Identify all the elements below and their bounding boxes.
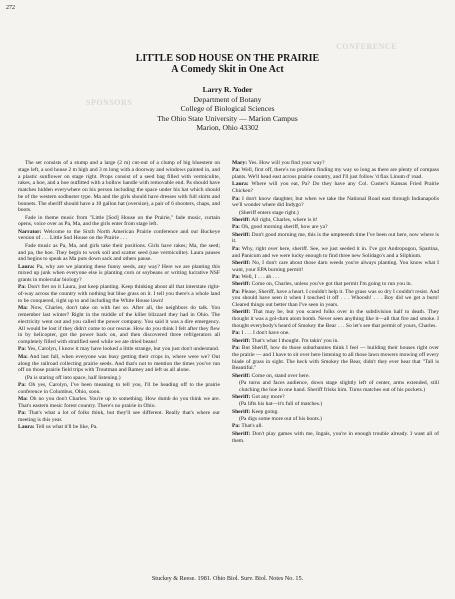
speaker-name: Sheriff: (232, 408, 251, 415)
line-text: I don't know daughter, but when we take the National Road east through Indianapolis we'll wonder where did Indygo? (232, 195, 440, 209)
speaker-name: Sheriff: (232, 309, 251, 316)
dialogue-line (18, 424, 220, 431)
line-text: Come on, stand over here. (251, 372, 310, 379)
dialogue-line (232, 224, 439, 231)
speaker-name: Pa: (18, 284, 27, 291)
dialogue-line (18, 410, 220, 424)
speaker-name: Pa: (232, 167, 241, 174)
line-text: Pa, why are we planting these funny seeds, any way? Here we are planting this mixed up junk when everyone else is planting corn or soybeans or writing lucrative NSF grants in molecular biology? (18, 263, 221, 284)
line-text: (Pa lifts his hat—it's full of matches.) (239, 401, 323, 408)
dialogue-line (18, 305, 220, 346)
author-name: Larry R. Yoder (202, 85, 253, 94)
article-title: LITTLE SOD HOUSE ON THE PRAIRIE (135, 53, 320, 64)
line-text: But Sheriff, how do those suburbanites think I feel — building their houses right over the prairie — and I have to sit over here listening to all those lawn mowers mowing off every blade of grass in sight. The heck with Smokey the Bear, didn't they ever hear that "Tall is Beautiful." (232, 345, 439, 372)
line-text: That may be, but you scared folks over in the subdivision half to death. They thought it was a gol-durn atom bomb. Never seen anything like it—all that fire and smoke. I thought everybody's heard of Smokey the Bear . . . So let's see that permit of yours, Charles. (232, 309, 439, 329)
line-text: Welcome to the Sixth North American Prairie conference and our Buckeye version of . . . Little Sod House on the Prairie . . . (18, 228, 220, 242)
dialogue-line (18, 229, 220, 243)
speaker-name: Pa: (232, 273, 241, 280)
speaker-name: Laura: (18, 424, 35, 431)
line-text: Keep going. (251, 408, 279, 415)
speaker-name: Sheriff: (232, 337, 251, 344)
line-text: Yes, Carolyn, I know it may have looked a little strange, but you just don't understand. (27, 346, 220, 353)
speaker-name: Mary: (232, 160, 248, 166)
speaker-name: Sheriff: (232, 430, 251, 437)
speaker-name: Pa: (18, 381, 27, 388)
line-text: Tell us what it'll be like, Pa. (35, 424, 98, 431)
speaker-name: Narrator: (18, 228, 42, 235)
line-text: That's what I thought. I'm takin' you in. (251, 337, 339, 344)
bleed-through-text-right: CONFERENCE (336, 42, 398, 51)
speaker-name: Sheriff: (232, 372, 251, 379)
dialogue-line (232, 181, 439, 195)
speaker-name: Ma: (18, 305, 28, 312)
line-text: Please, Sheriff, have a heart. I couldn't help it. The grass was so dry I couldn't resist. And you should have seen it when I touched it off . . . Whoosh! . . . Boy did we get a burn! Cleared things out better than I've seen in years. (232, 288, 440, 309)
author-block (0, 85, 455, 133)
author-university: The Ohio State University — Marion Campus (157, 113, 298, 123)
line-text: No, I don't care about those darn weeds you're always planting. You know what I want, your EPA burning permit! (232, 259, 440, 273)
bleed-through-text-left: SPONSORS (86, 98, 133, 107)
line-text: (Pa turns and faces audience, down stage slightly left of center, arms extended, still clutching the hoe in one hand. Sheriff frisks him. Turns matches out of his pockets.) (239, 379, 439, 393)
dialogue-line (232, 289, 439, 309)
speaker-name: Sheriff: (232, 281, 251, 288)
speaker-name: Pa: (232, 330, 241, 337)
dialogue-line (232, 345, 439, 372)
line-text: Fade in theme music from "Little [Sod] House on the Prairie," fade music, curtain opens, voice over as Pa, Ma, and the girls enter from stage left. (18, 214, 220, 228)
speaker-name: Sheriff: (232, 259, 251, 266)
dialogue-line (232, 394, 439, 401)
line-text: Why, right over here, sheriff. See, we just seeded it in. I've got Andropogon, Spartina, and Panicum and we were lucky enough to find three new Solidago's and a Silphium. (232, 245, 439, 259)
speaker-name: Pa: (232, 288, 241, 295)
dialogue-line (232, 338, 439, 345)
speaker-name: Ma: (18, 396, 28, 403)
line-text: Fade music as Pa, Ma, and girls take their positions. Girls have rakes; Ma, the seed; and pa, the hoe. They begin to work soil and scatter seed (use vermiculite). Laura pauses and begins to speak as Ma puts down sack and others pause. (18, 242, 220, 263)
dialogue-line (232, 409, 439, 416)
dialogue-line (232, 196, 439, 210)
speaker-name: Pa: (232, 224, 241, 231)
speaker-name: Pa: (232, 423, 241, 430)
line-text: Don't good morning me, this is the umpteenth time I've been out here, now where is it. (232, 231, 440, 245)
left-text-column (18, 160, 220, 432)
line-text: Come on, Charles, unless you've got that permit I'm going to run you in. (251, 281, 412, 288)
line-text: Yes. How will you find your way? (248, 160, 325, 166)
speaker-name: Pa: (232, 245, 241, 252)
dialogue-line (18, 284, 220, 304)
line-text: Well, I . . . ah . . . (241, 273, 280, 280)
speaker-name: Pa: (18, 346, 27, 353)
page-number: 272 (6, 5, 15, 11)
dialogue-line (232, 330, 439, 337)
line-text: Oh no you don't Charles. You're up to something. How dumb do you think we are. That's eastern mesic forest country. There's no prairie in Ohio. (18, 396, 221, 409)
dialogue-line (18, 382, 220, 396)
speaker-name: Laura: (232, 181, 249, 188)
speaker-name: Pa: (232, 195, 241, 202)
stage-direction (232, 380, 439, 394)
dialogue-line (232, 260, 439, 274)
dialogue-line (232, 217, 439, 224)
line-text: (Pa is staring off into space, half listening.) (25, 374, 121, 381)
dialogue-line (232, 423, 439, 430)
dialogue-line (232, 160, 439, 167)
dialogue-line (18, 396, 220, 410)
line-text: (Sheriff enters stage right.) (239, 209, 299, 216)
dialogue-line (232, 274, 439, 281)
stage-direction (232, 210, 439, 217)
right-text-column (232, 160, 439, 445)
dialogue-line (232, 431, 439, 445)
speaker-name: Ma: (18, 353, 28, 360)
stage-direction (232, 416, 439, 423)
title-block (0, 53, 455, 75)
line-text: And last fall, when everyone was busy getting their crops in, where were we? Out along the railroad collecting prairie seeds. And that's not to mention the times you've run off on those prairie field trips with Troutman and Ramey and left us all alone. (18, 353, 220, 374)
line-text: I . . . I don't have one. (241, 330, 290, 337)
line-text: Where will you eat, Pa? Do they have any Col. Custer's Kansas Fried Prairie Chicken? (232, 181, 439, 195)
paragraph (18, 215, 220, 229)
line-text: Got any more? (251, 394, 285, 401)
line-text: Don't fret on it Laura, just keep planting. Keep thinking about all that interstate right-of-way across the country with nothing but blue grass on it. I tell you there's a whole land to be conquered, right up to and including the White House lawn! (18, 284, 220, 304)
dialogue-line (232, 373, 439, 380)
speaker-name: Sheriff: (232, 231, 251, 238)
line-text: All right, Charles, where is it! (251, 216, 318, 223)
speaker-name: Sheriff: (232, 394, 251, 401)
author-city: Marion, Ohio 43302 (196, 123, 259, 133)
author-college: College of Biological Sciences (180, 104, 275, 114)
line-text: That's all. (241, 423, 263, 430)
article-subtitle: A Comedy Skit in One Act (171, 64, 284, 75)
stage-direction (18, 375, 220, 382)
dialogue-line (18, 264, 220, 284)
line-text: Oh yes, Carolyn, I've been meaning to tell you, I'll be heading off to the prairie conference in Columbus, Ohio, soon. (18, 381, 220, 395)
speaker-name: Pa: (232, 345, 241, 351)
line-text: That's what a lot of folks think, but they'll see different. Really that's where our meeting is this year. (18, 410, 220, 423)
speaker-name: Pa: (18, 410, 27, 417)
line-text: Oh, good morning sheriff, how are ya? (241, 224, 328, 231)
speaker-name: Sheriff: (232, 216, 251, 223)
line-text: Well, first off, there's no problem finding my way so long as there are plenty of compass plants. We'll head east across prairie country, and I'll just follow 'd flax Linum d' road. (232, 167, 439, 181)
dialogue-line (232, 246, 439, 260)
author-department: Department of Botany (193, 94, 262, 104)
dialogue-line (18, 346, 220, 353)
citation-footer: Stuckey & Reese. 1981. Ohio Biol. Surv. Biol. Notes No. 15. (151, 575, 304, 582)
line-text: The set consists of a stump and a large (2 m) cut-out of a clump of big bluestem on stage left, a sod house 2 m high and 3 m long with a doorway and windows painted in, and a plastic sunflower on stage right. Props consist of a seed bag filled with vermiculite, rakes, a hoe, and a hoe outfitted with a hollow handle with removable end. Pa should have matches hidden everywhere on his person including the space under his hat which should be of the western sodbuster type. Ma and the girls should have dresses with full skirts and bonnets. The sheriff should have a 10 gallon hat (oversize), a pair of 6 shooters, chaps, and boots. (18, 160, 220, 214)
paragraph (18, 160, 220, 214)
dialogue-line (232, 167, 439, 181)
dialogue-line (18, 354, 220, 374)
line-text: Don't play games with me, Ingals, you're in enough trouble already. I want all of them. (232, 430, 439, 444)
line-text: (Pa digs some more out of his boots.) (239, 416, 322, 423)
stage-direction (232, 401, 439, 408)
dialogue-line (232, 309, 439, 329)
dialogue-line (232, 232, 439, 246)
paragraph (18, 243, 220, 263)
line-text: Now, Charles, don't take on with her so. After all, the neighbors do talk. You remember last winter? Right in the middle of the killer blizzard they had in Ohio. The electricity went out and you called the power company. You said it was a dire emergency. All would be lost if they didn't come to our rescue. How do you think I felt after they flew in by helicopter, got the power back on, and then discovered three refrigerators all completely filled with stratified seed while we ate dried beans! (18, 305, 220, 346)
speaker-name: Laura: (18, 263, 35, 270)
dialogue-line (232, 281, 439, 288)
